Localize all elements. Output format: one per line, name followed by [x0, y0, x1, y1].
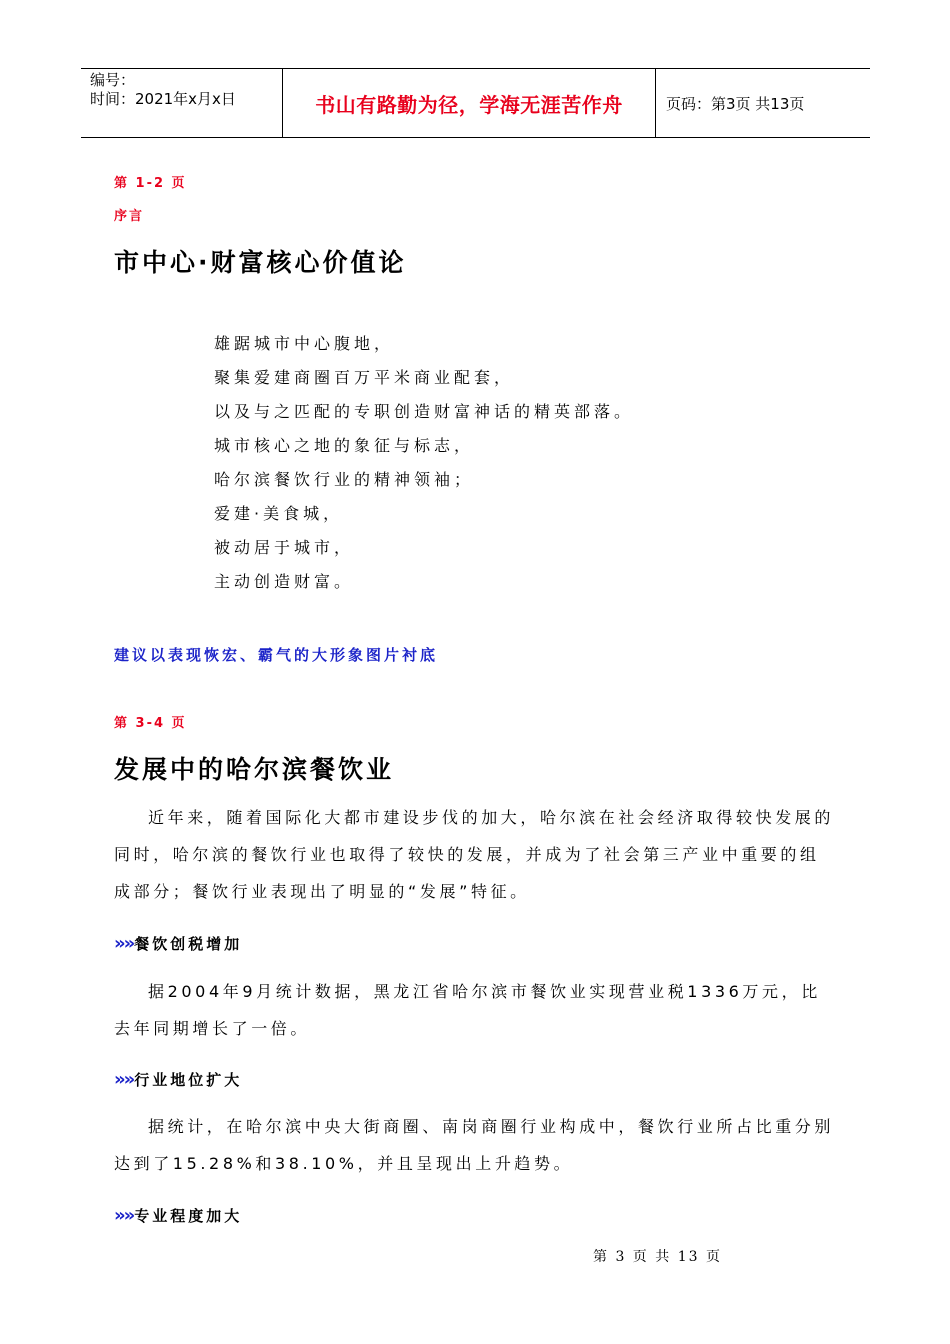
- section2-page-ref: 第 3-4 页: [114, 716, 187, 731]
- header-motto-cell: [283, 69, 656, 137]
- poem-line: 雄踞城市中心腹地，: [214, 334, 395, 353]
- header-table: [81, 68, 870, 138]
- page-footer: 第 3 页 共 13 页: [593, 1249, 722, 1265]
- subheading-tax: [114, 933, 242, 954]
- poem-line: 爱建·美食城，: [214, 504, 344, 523]
- chevron-right-icon: »»: [114, 933, 134, 954]
- section2-title: 发展中的哈尔滨餐饮业: [114, 755, 395, 784]
- motto-text: 书山有路勤为径，学海无涯苦作舟: [315, 92, 623, 117]
- subheading-professional: [114, 1205, 242, 1226]
- poem-line: 聚集爱建商圈百万平米商业配套，: [214, 368, 515, 387]
- header-left-cell: [81, 69, 283, 137]
- intro-paragraph: 近年来，随着国际化大都市建设步伐的加大，哈尔滨在社会经济取得较快发展的同时，哈尔滨的餐饮行业也取得了较快的发展，并成为了社会第三产业中重要的组成部分；餐饮行业表现出了明显的“发展”特征。: [114, 808, 835, 901]
- chevron-right-icon: »»: [114, 1069, 134, 1090]
- preface-label: 序言: [114, 209, 145, 224]
- subheading-text: 行业地位扩大: [134, 1071, 243, 1089]
- poem-line: 主动创造财富。: [214, 572, 355, 591]
- subheading-status: [114, 1069, 242, 1090]
- poem-line: 城市核心之地的象征与标志，: [214, 436, 475, 455]
- subheading-text: 餐饮创税增加: [134, 935, 243, 953]
- poem-block: [214, 327, 634, 599]
- chevron-right-icon: »»: [114, 1205, 134, 1226]
- header-page-info: 页码：第3页 共13页: [666, 94, 805, 113]
- section1-page-ref: 第 1-2 页: [114, 176, 187, 191]
- poem-line: 被动居于城市，: [214, 538, 355, 557]
- number-label: 编号：: [90, 71, 136, 89]
- section1-title: 市中心·财富核心价值论: [114, 248, 407, 277]
- tax-paragraph: 据2004年9月统计数据，黑龙江省哈尔滨市餐饮业实现营业税1336万元，比去年同期增长了一倍。: [114, 982, 821, 1038]
- poem-line: 以及与之匹配的专职创造财富神话的精英部落。: [214, 402, 635, 421]
- time-label: 时间：2021年x月x日: [90, 90, 236, 108]
- status-paragraph: 据统计，在哈尔滨中央大街商圈、南岗商圈行业构成中，餐饮行业所占比重分别达到了15.28%和38.10%，并且呈现出上升趋势。: [114, 1117, 835, 1173]
- poem-line: 哈尔滨餐饮行业的精神领袖；: [214, 470, 475, 489]
- design-note: 建议以表现恢宏、霸气的大形象图片衬底: [114, 646, 439, 664]
- subheading-text: 专业程度加大: [134, 1207, 243, 1225]
